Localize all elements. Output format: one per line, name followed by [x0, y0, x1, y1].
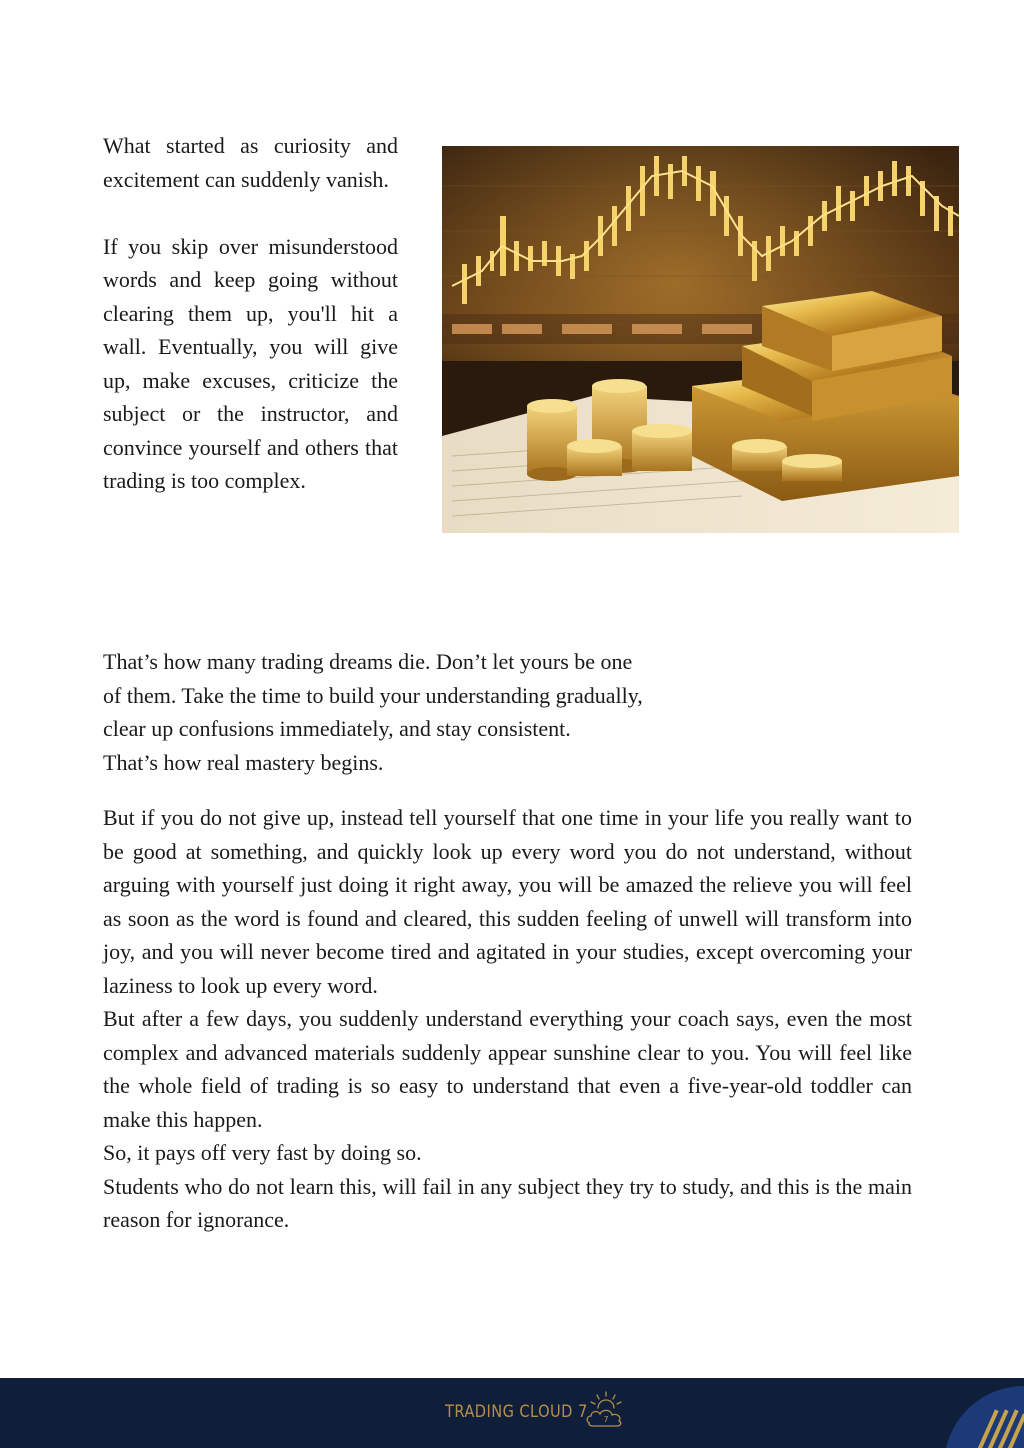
gold-bars-coins-chart-image — [442, 146, 959, 533]
middle-line: clear up confusions immediately, and stay consistent. — [103, 716, 571, 741]
gold-trading-photo — [442, 146, 959, 533]
middle-text — [103, 645, 743, 779]
brand-name: TRADING CLOUD 7 — [445, 1402, 588, 1422]
intro-text — [103, 129, 398, 498]
logo-number: 7 — [603, 1415, 609, 1424]
footer-bar — [0, 1378, 1024, 1448]
main-text — [103, 801, 912, 1237]
main-paragraph-3: So, it pays off very fast by doing so. — [103, 1140, 422, 1165]
main-paragraph-1: But if you do not give up, instead tell yourself that one time in your life you really want to be good at something, and quickly look up every word you do not understand, without arguing with yourself just doing it right away, you will be amazed the relieve you will feel as soon as the word is found and cleared, this sudden feeling of unwell will transform into joy, and you will never become tired and agitated in your studies, except overcoming your laziness to look up every word. — [103, 805, 912, 998]
intro-paragraph-1: What started as curiosity and excitement can suddenly vanish. — [103, 133, 398, 192]
intro-paragraph-2: If you skip over misunderstood words and keep going without clearing them up, you'll hit a wall. Eventually, you will give up, make excuses, criticize the subject or the instructor, and convince yourself and others that trading is too complex. — [103, 233, 398, 493]
cloud-sun-icon — [584, 1390, 628, 1430]
main-paragraph-4: Students who do not learn this, will fail in any subject they try to study, and this is the main reason for ignorance. — [103, 1173, 912, 1232]
middle-line: That’s how many trading dreams die. Don’t let yours be one — [103, 649, 633, 674]
corner-stripes-decoration — [936, 1378, 1024, 1448]
main-paragraph-2: But after a few days, you suddenly understand everything your coach says, even the most complex and advanced materials suddenly appear sunshine clear to you. You will feel like the whole field of trading is so easy to understand that even a five-year-old toddler can make this happen. — [103, 1006, 912, 1132]
middle-line: of them. Take the time to build your understanding gradually, — [103, 682, 643, 708]
middle-line: That’s how real mastery begins. — [103, 749, 384, 775]
